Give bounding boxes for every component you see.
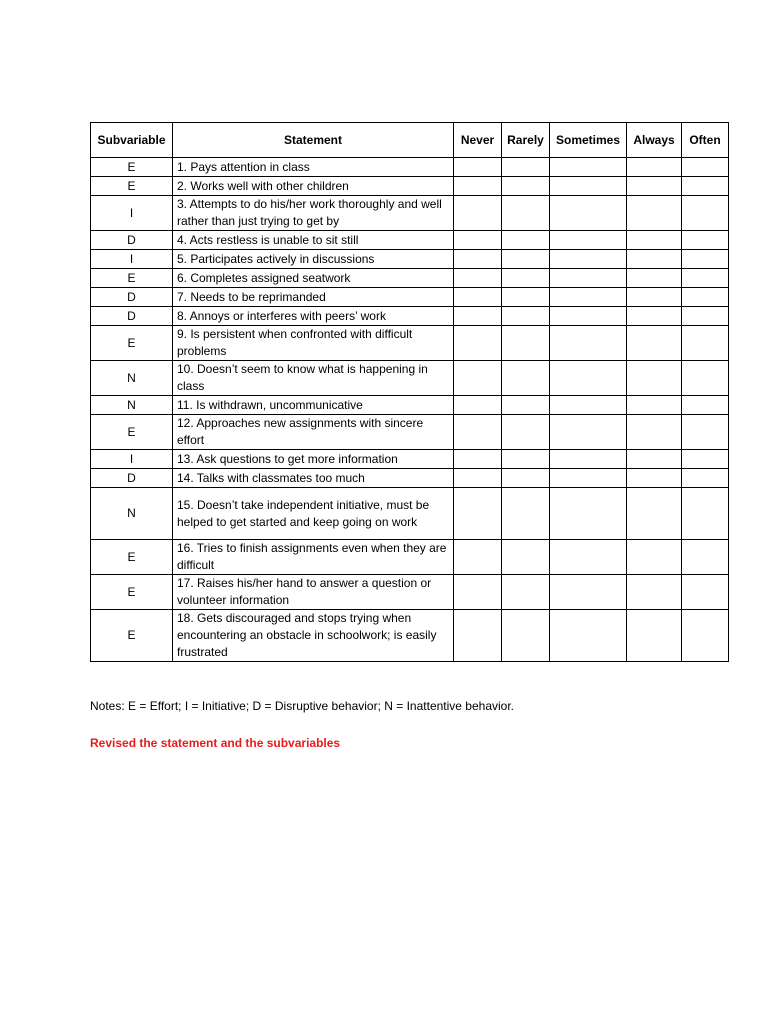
rating-rarely-cell[interactable] <box>502 269 550 288</box>
statement-cell: 15. Doesn’t take independent initiative, must be helped to get started and keep going on work <box>173 488 454 540</box>
rating-never-cell[interactable] <box>454 575 502 610</box>
table-row <box>91 307 729 326</box>
rating-always-cell[interactable] <box>627 450 682 469</box>
rating-always-cell[interactable] <box>627 196 682 231</box>
statement-cell: 5. Participates actively in discussions <box>173 250 454 269</box>
table-header-row <box>91 123 729 158</box>
rating-rarely-cell[interactable] <box>502 540 550 575</box>
statement-cell: 16. Tries to finish assignments even when they are difficult <box>173 540 454 575</box>
rating-always-cell[interactable] <box>627 288 682 307</box>
statement-cell: 7. Needs to be reprimanded <box>173 288 454 307</box>
rating-often-cell[interactable] <box>682 231 729 250</box>
statement-cell: 13. Ask questions to get more information <box>173 450 454 469</box>
subvariable-cell: N <box>91 361 173 396</box>
rating-never-cell[interactable] <box>454 196 502 231</box>
rating-never-cell[interactable] <box>454 288 502 307</box>
statement-cell: 8. Annoys or interferes with peers’ work <box>173 307 454 326</box>
rating-never-cell[interactable] <box>454 326 502 361</box>
rating-sometimes-cell[interactable] <box>550 610 627 662</box>
rating-sometimes-cell[interactable] <box>550 269 627 288</box>
statement-cell: 3. Attempts to do his/her work thoroughly and well rather than just trying to get by <box>173 196 454 231</box>
rating-sometimes-cell[interactable] <box>550 540 627 575</box>
rating-always-cell[interactable] <box>627 415 682 450</box>
statement-cell: 18. Gets discouraged and stops trying when encountering an obstacle in schoolwork; is easily frustrated <box>173 610 454 662</box>
rating-rarely-cell[interactable] <box>502 610 550 662</box>
rating-always-cell[interactable] <box>627 361 682 396</box>
statement-cell: 11. Is withdrawn, uncommunicative <box>173 396 454 415</box>
rating-never-cell[interactable] <box>454 177 502 196</box>
rating-often-cell[interactable] <box>682 450 729 469</box>
subvariable-cell: I <box>91 450 173 469</box>
subvariable-cell: E <box>91 269 173 288</box>
subvariable-cell: I <box>91 196 173 231</box>
revision-note: Revised the statement and the subvariables <box>90 736 341 750</box>
rating-rarely-cell[interactable] <box>502 469 550 488</box>
table-row <box>91 269 729 288</box>
rating-always-cell[interactable] <box>627 469 682 488</box>
rating-rarely-cell[interactable] <box>502 177 550 196</box>
rating-rarely-cell[interactable] <box>502 450 550 469</box>
rating-never-cell[interactable] <box>454 610 502 662</box>
rating-never-cell[interactable] <box>454 415 502 450</box>
rating-never-cell[interactable] <box>454 307 502 326</box>
header-subvariable: Subvariable <box>91 123 173 158</box>
rating-always-cell[interactable] <box>627 488 682 540</box>
rating-rarely-cell[interactable] <box>502 488 550 540</box>
rating-often-cell[interactable] <box>682 158 729 177</box>
rating-often-cell[interactable] <box>682 610 729 662</box>
rating-rarely-cell[interactable] <box>502 307 550 326</box>
subvariable-cell: E <box>91 326 173 361</box>
subvariable-cell: E <box>91 610 173 662</box>
subvariable-cell: E <box>91 158 173 177</box>
header-often: Often <box>682 123 729 158</box>
rating-always-cell[interactable] <box>627 177 682 196</box>
statement-cell: 12. Approaches new assignments with sincere effort <box>173 415 454 450</box>
rating-rarely-cell[interactable] <box>502 361 550 396</box>
rating-sometimes-cell[interactable] <box>550 488 627 540</box>
rating-rarely-cell[interactable] <box>502 326 550 361</box>
table-row <box>91 158 729 177</box>
statement-cell: 10. Doesn’t seem to know what is happening in class <box>173 361 454 396</box>
rating-always-cell[interactable] <box>627 610 682 662</box>
rating-sometimes-cell[interactable] <box>550 231 627 250</box>
table-row <box>91 177 729 196</box>
subvariable-cell: E <box>91 575 173 610</box>
rating-often-cell[interactable] <box>682 177 729 196</box>
statement-cell: 6. Completes assigned seatwork <box>173 269 454 288</box>
behavior-rating-table <box>90 122 729 662</box>
subvariable-cell: I <box>91 250 173 269</box>
rating-always-cell[interactable] <box>627 540 682 575</box>
table-row <box>91 610 729 662</box>
subvariable-cell: D <box>91 288 173 307</box>
rating-always-cell[interactable] <box>627 396 682 415</box>
header-sometimes: Sometimes <box>550 123 627 158</box>
rating-sometimes-cell[interactable] <box>550 469 627 488</box>
subvariable-cell: E <box>91 177 173 196</box>
table-row <box>91 231 729 250</box>
rating-sometimes-cell[interactable] <box>550 250 627 269</box>
legend-notes: Notes: E = Effort; I = Initiative; D = Disruptive behavior; N = Inattentive behavior. <box>90 699 514 713</box>
header-statement: Statement <box>173 123 454 158</box>
subvariable-cell: N <box>91 488 173 540</box>
header-never: Never <box>454 123 502 158</box>
header-always: Always <box>627 123 682 158</box>
rating-never-cell[interactable] <box>454 361 502 396</box>
subvariable-cell: D <box>91 469 173 488</box>
statement-cell: 4. Acts restless is unable to sit still <box>173 231 454 250</box>
rating-sometimes-cell[interactable] <box>550 396 627 415</box>
rating-often-cell[interactable] <box>682 540 729 575</box>
statement-cell: 14. Talks with classmates too much <box>173 469 454 488</box>
table-row <box>91 250 729 269</box>
table-row <box>91 450 729 469</box>
rating-often-cell[interactable] <box>682 250 729 269</box>
rating-sometimes-cell[interactable] <box>550 196 627 231</box>
rating-never-cell[interactable] <box>454 469 502 488</box>
rating-never-cell[interactable] <box>454 250 502 269</box>
table-row <box>91 326 729 361</box>
rating-always-cell[interactable] <box>627 250 682 269</box>
table-row <box>91 196 729 231</box>
rating-sometimes-cell[interactable] <box>550 288 627 307</box>
rating-rarely-cell[interactable] <box>502 396 550 415</box>
rating-often-cell[interactable] <box>682 288 729 307</box>
rating-always-cell[interactable] <box>627 158 682 177</box>
rating-rarely-cell[interactable] <box>502 250 550 269</box>
rating-often-cell[interactable] <box>682 326 729 361</box>
rating-sometimes-cell[interactable] <box>550 361 627 396</box>
subvariable-cell: D <box>91 307 173 326</box>
rating-sometimes-cell[interactable] <box>550 575 627 610</box>
rating-rarely-cell[interactable] <box>502 158 550 177</box>
rating-often-cell[interactable] <box>682 469 729 488</box>
rating-never-cell[interactable] <box>454 269 502 288</box>
statement-cell: 9. Is persistent when confronted with difficult problems <box>173 326 454 361</box>
subvariable-cell: E <box>91 415 173 450</box>
rating-rarely-cell[interactable] <box>502 231 550 250</box>
subvariable-cell: N <box>91 396 173 415</box>
rating-often-cell[interactable] <box>682 488 729 540</box>
rating-often-cell[interactable] <box>682 361 729 396</box>
rating-always-cell[interactable] <box>627 269 682 288</box>
table-row <box>91 488 729 540</box>
rating-always-cell[interactable] <box>627 307 682 326</box>
rating-rarely-cell[interactable] <box>502 196 550 231</box>
rating-often-cell[interactable] <box>682 196 729 231</box>
rating-sometimes-cell[interactable] <box>550 307 627 326</box>
rating-rarely-cell[interactable] <box>502 415 550 450</box>
rating-never-cell[interactable] <box>454 231 502 250</box>
rating-never-cell[interactable] <box>454 488 502 540</box>
rating-rarely-cell[interactable] <box>502 288 550 307</box>
rating-never-cell[interactable] <box>454 396 502 415</box>
table-row <box>91 540 729 575</box>
subvariable-cell: E <box>91 540 173 575</box>
statement-cell: 17. Raises his/her hand to answer a question or volunteer information <box>173 575 454 610</box>
rating-always-cell[interactable] <box>627 575 682 610</box>
rating-sometimes-cell[interactable] <box>550 158 627 177</box>
table-row <box>91 396 729 415</box>
table-row <box>91 361 729 396</box>
rating-always-cell[interactable] <box>627 231 682 250</box>
rating-often-cell[interactable] <box>682 269 729 288</box>
statement-cell: 1. Pays attention in class <box>173 158 454 177</box>
rating-sometimes-cell[interactable] <box>550 326 627 361</box>
rating-rarely-cell[interactable] <box>502 575 550 610</box>
rating-never-cell[interactable] <box>454 540 502 575</box>
subvariable-cell: D <box>91 231 173 250</box>
header-rarely: Rarely <box>502 123 550 158</box>
statement-cell: 2. Works well with other children <box>173 177 454 196</box>
table-row <box>91 415 729 450</box>
rating-sometimes-cell[interactable] <box>550 450 627 469</box>
rating-often-cell[interactable] <box>682 307 729 326</box>
rating-often-cell[interactable] <box>682 575 729 610</box>
table-row <box>91 469 729 488</box>
rating-sometimes-cell[interactable] <box>550 415 627 450</box>
table-row <box>91 575 729 610</box>
rating-never-cell[interactable] <box>454 158 502 177</box>
rating-always-cell[interactable] <box>627 326 682 361</box>
rating-never-cell[interactable] <box>454 450 502 469</box>
table-row <box>91 288 729 307</box>
rating-sometimes-cell[interactable] <box>550 177 627 196</box>
rating-often-cell[interactable] <box>682 415 729 450</box>
rating-often-cell[interactable] <box>682 396 729 415</box>
